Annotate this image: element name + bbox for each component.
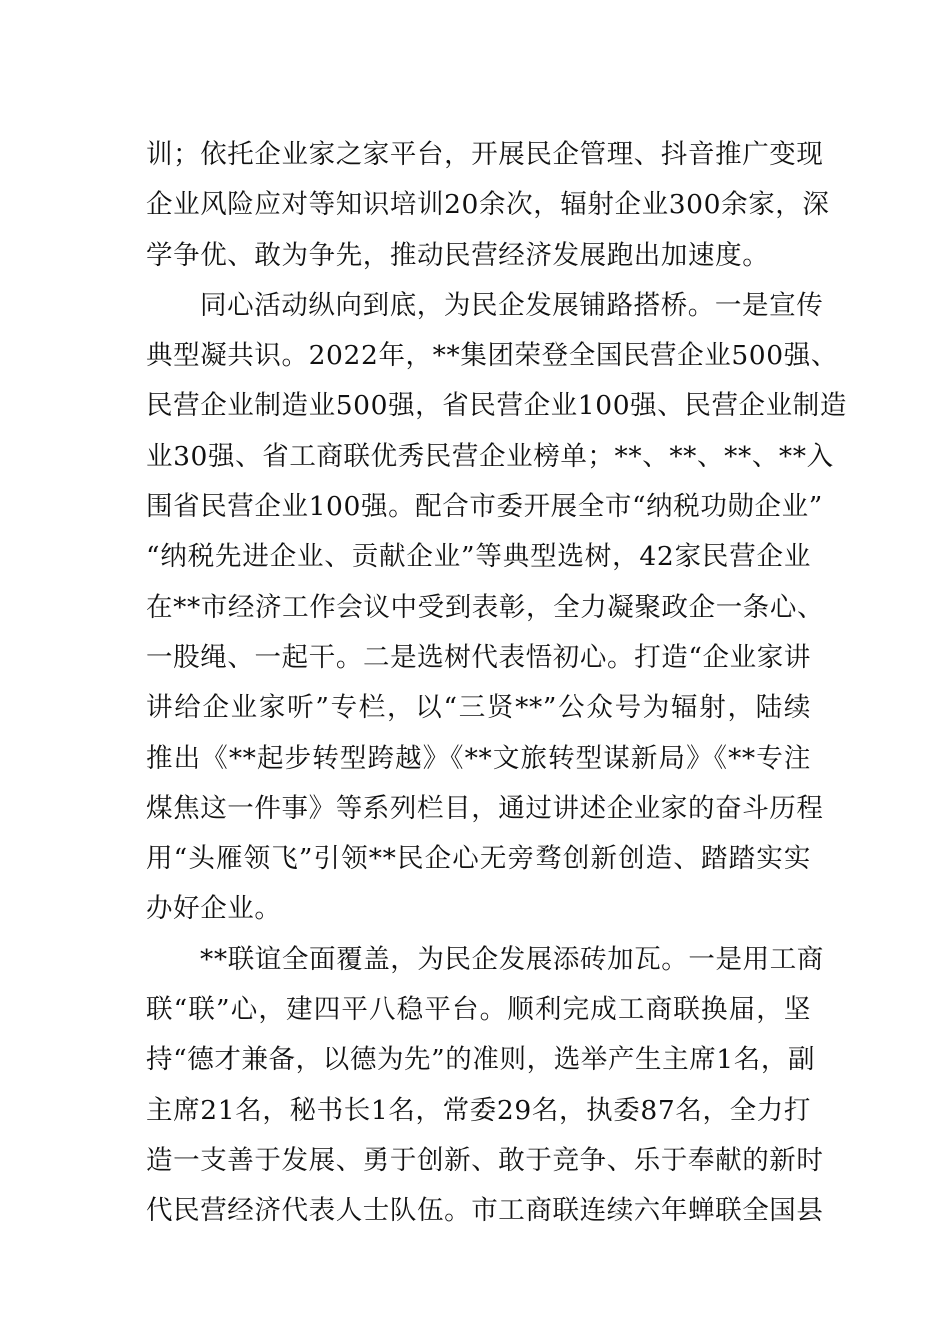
document-body xyxy=(146,130,847,1237)
text-line: 民营企业制造业500强，省民营企业100强、民营企业制造 xyxy=(146,390,847,422)
text-line: 同心活动纵向到底，为民企发展铺路搭桥。一是宣传 xyxy=(200,289,824,321)
text-line: 持“德才兼备，以德为先”的准则，选举产生主席1名，副 xyxy=(146,1044,816,1076)
paragraph-2 xyxy=(146,281,847,935)
text-line: 企业风险应对等知识培训20余次，辐射企业300余家，深 xyxy=(146,189,830,221)
text-line: 一股绳、一起干。二是选树代表悟初心。打造“企业家讲 xyxy=(146,641,811,673)
text-line: 造一支善于发展、勇于创新、敢于竞争、乐于奉献的新时 xyxy=(146,1144,824,1176)
text-line: 讲给企业家听”专栏，以“三贤**”公众号为辐射，陆续 xyxy=(146,692,811,724)
text-line: 推出《**起步转型跨越》《**文旅转型谋新局》《**专注 xyxy=(146,742,811,774)
text-line: 主席21名，秘书长1名，常委29名，执委87名，全力打 xyxy=(146,1094,811,1126)
text-line: 代民营经济代表人士队伍。市工商联连续六年蝉联全国县 xyxy=(146,1195,824,1227)
text-line: “纳税先进企业、贡献企业”等典型选树，42家民营企业 xyxy=(146,541,811,573)
text-line: 联“联”心，建四平八稳平台。顺利完成工商联换届，坚 xyxy=(146,994,811,1026)
text-line: 围省民营企业100强。配合市委开展全市“纳税功勋企业” xyxy=(146,491,823,523)
paragraph-3 xyxy=(146,935,824,1237)
text-line: 在**市经济工作会议中受到表彰，全力凝聚政企一条心、 xyxy=(146,591,825,623)
text-line: 用“头雁领飞”引领**民企心无旁骛创新创造、踏踏实实 xyxy=(146,843,811,875)
text-line: 训；依托企业家之家平台，开展民企管理、抖音推广变现 xyxy=(146,139,824,170)
text-line: 典型凝共识。2022年，**集团荣登全国民营企业500强、 xyxy=(146,340,838,372)
text-line: 业30强、省工商联优秀民营企业榜单；**、**、**、**入 xyxy=(146,440,834,472)
paragraph-1 xyxy=(146,130,830,281)
text-line: 煤焦这一件事》等系列栏目，通过讲述企业家的奋斗历程 xyxy=(146,792,824,824)
text-line: 办好企业。 xyxy=(146,893,282,925)
text-line: **联谊全面覆盖，为民企发展添砖加瓦。一是用工商 xyxy=(200,943,824,975)
text-line: 学争优、敢为争先，推动民营经济发展跑出加速度。 xyxy=(146,239,770,271)
